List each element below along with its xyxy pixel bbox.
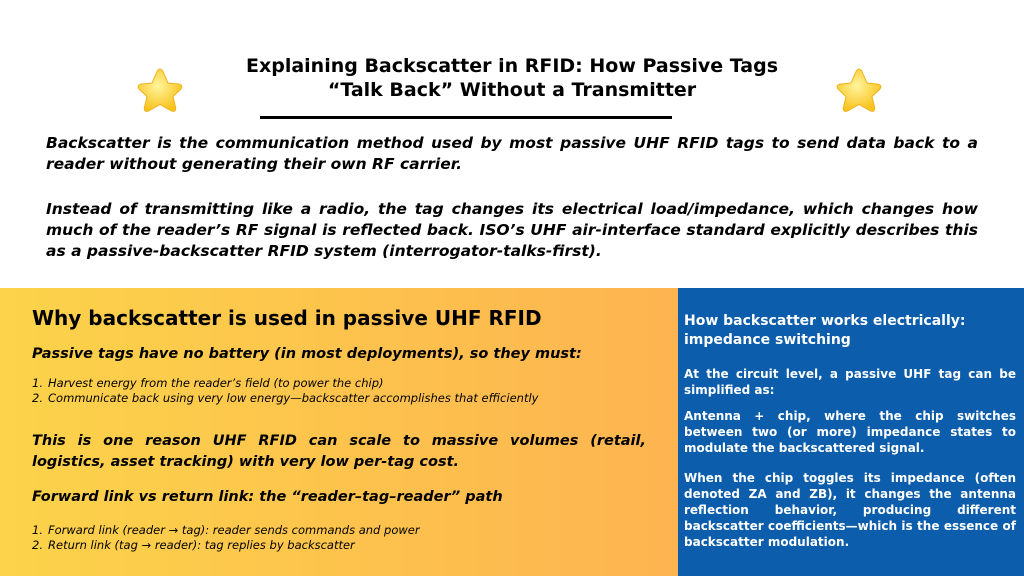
left-panel-list-1 xyxy=(32,376,646,406)
page-title xyxy=(200,54,824,102)
list-item: 2. Communicate back using very low energy—backscatter accomplishes that efficiently xyxy=(32,391,539,405)
right-panel-paragraph-1: At the circuit level, a passive UHF tag can be simplified as: xyxy=(684,367,1016,397)
left-panel-heading: Why backscatter is used in passive UHF RFID xyxy=(32,306,542,330)
star-icon-left xyxy=(134,66,186,118)
left-panel-list-2 xyxy=(32,523,646,553)
intro-paragraph-2: Instead of transmitting like a radio, the tag changes its electrical load/impedance, which changes how much of the reader’s RF signal is reflected back. ISO’s UHF air-interface standard explicitly describes this as a passive-backscatter RFID system (interrogator-talks-first). xyxy=(46,200,978,260)
star-icon-right xyxy=(833,66,885,118)
left-panel-paragraph: This is one reason UHF RFID can scale to massive volumes (retail, logistics, asset tracking) with very low per-tag cost. xyxy=(32,433,646,470)
right-panel-heading: How backscatter works electrically: impedance switching xyxy=(684,313,966,348)
left-panel-subheading-2: Forward link vs return link: the “reader–tag–reader” path xyxy=(32,489,503,505)
left-panel-subheading-1: Passive tags have no battery (in most deployments), so they must: xyxy=(32,346,582,362)
list-item: 2. Return link (tag → reader): tag replies by backscatter xyxy=(32,538,355,552)
list-item: 1. Forward link (reader → tag): reader sends commands and power xyxy=(32,523,420,537)
title-underline xyxy=(260,116,672,119)
list-item: 1. Harvest energy from the reader’s field (to power the chip) xyxy=(32,376,384,390)
right-panel xyxy=(678,288,1024,576)
left-panel xyxy=(0,288,678,576)
title-line-1: Explaining Backscatter in RFID: How Passive Tags xyxy=(245,55,779,77)
right-panel-paragraph-2: Antenna + chip, where the chip switches between two (or more) impedance states to modulate the backscattered signal. xyxy=(684,409,1016,455)
right-panel-paragraph-3: When the chip toggles its impedance (often denoted ZA and ZB), it changes the antenna reflection behavior, producing different backscatter coefficients—which is the essence of backscatter modulation. xyxy=(684,471,1016,549)
intro-paragraph-1: Backscatter is the communication method used by most passive UHF RFID tags to send data back to a reader without generating their own RF carrier. xyxy=(46,134,978,173)
title-line-2: “Talk Back” Without a Transmitter xyxy=(327,79,697,101)
